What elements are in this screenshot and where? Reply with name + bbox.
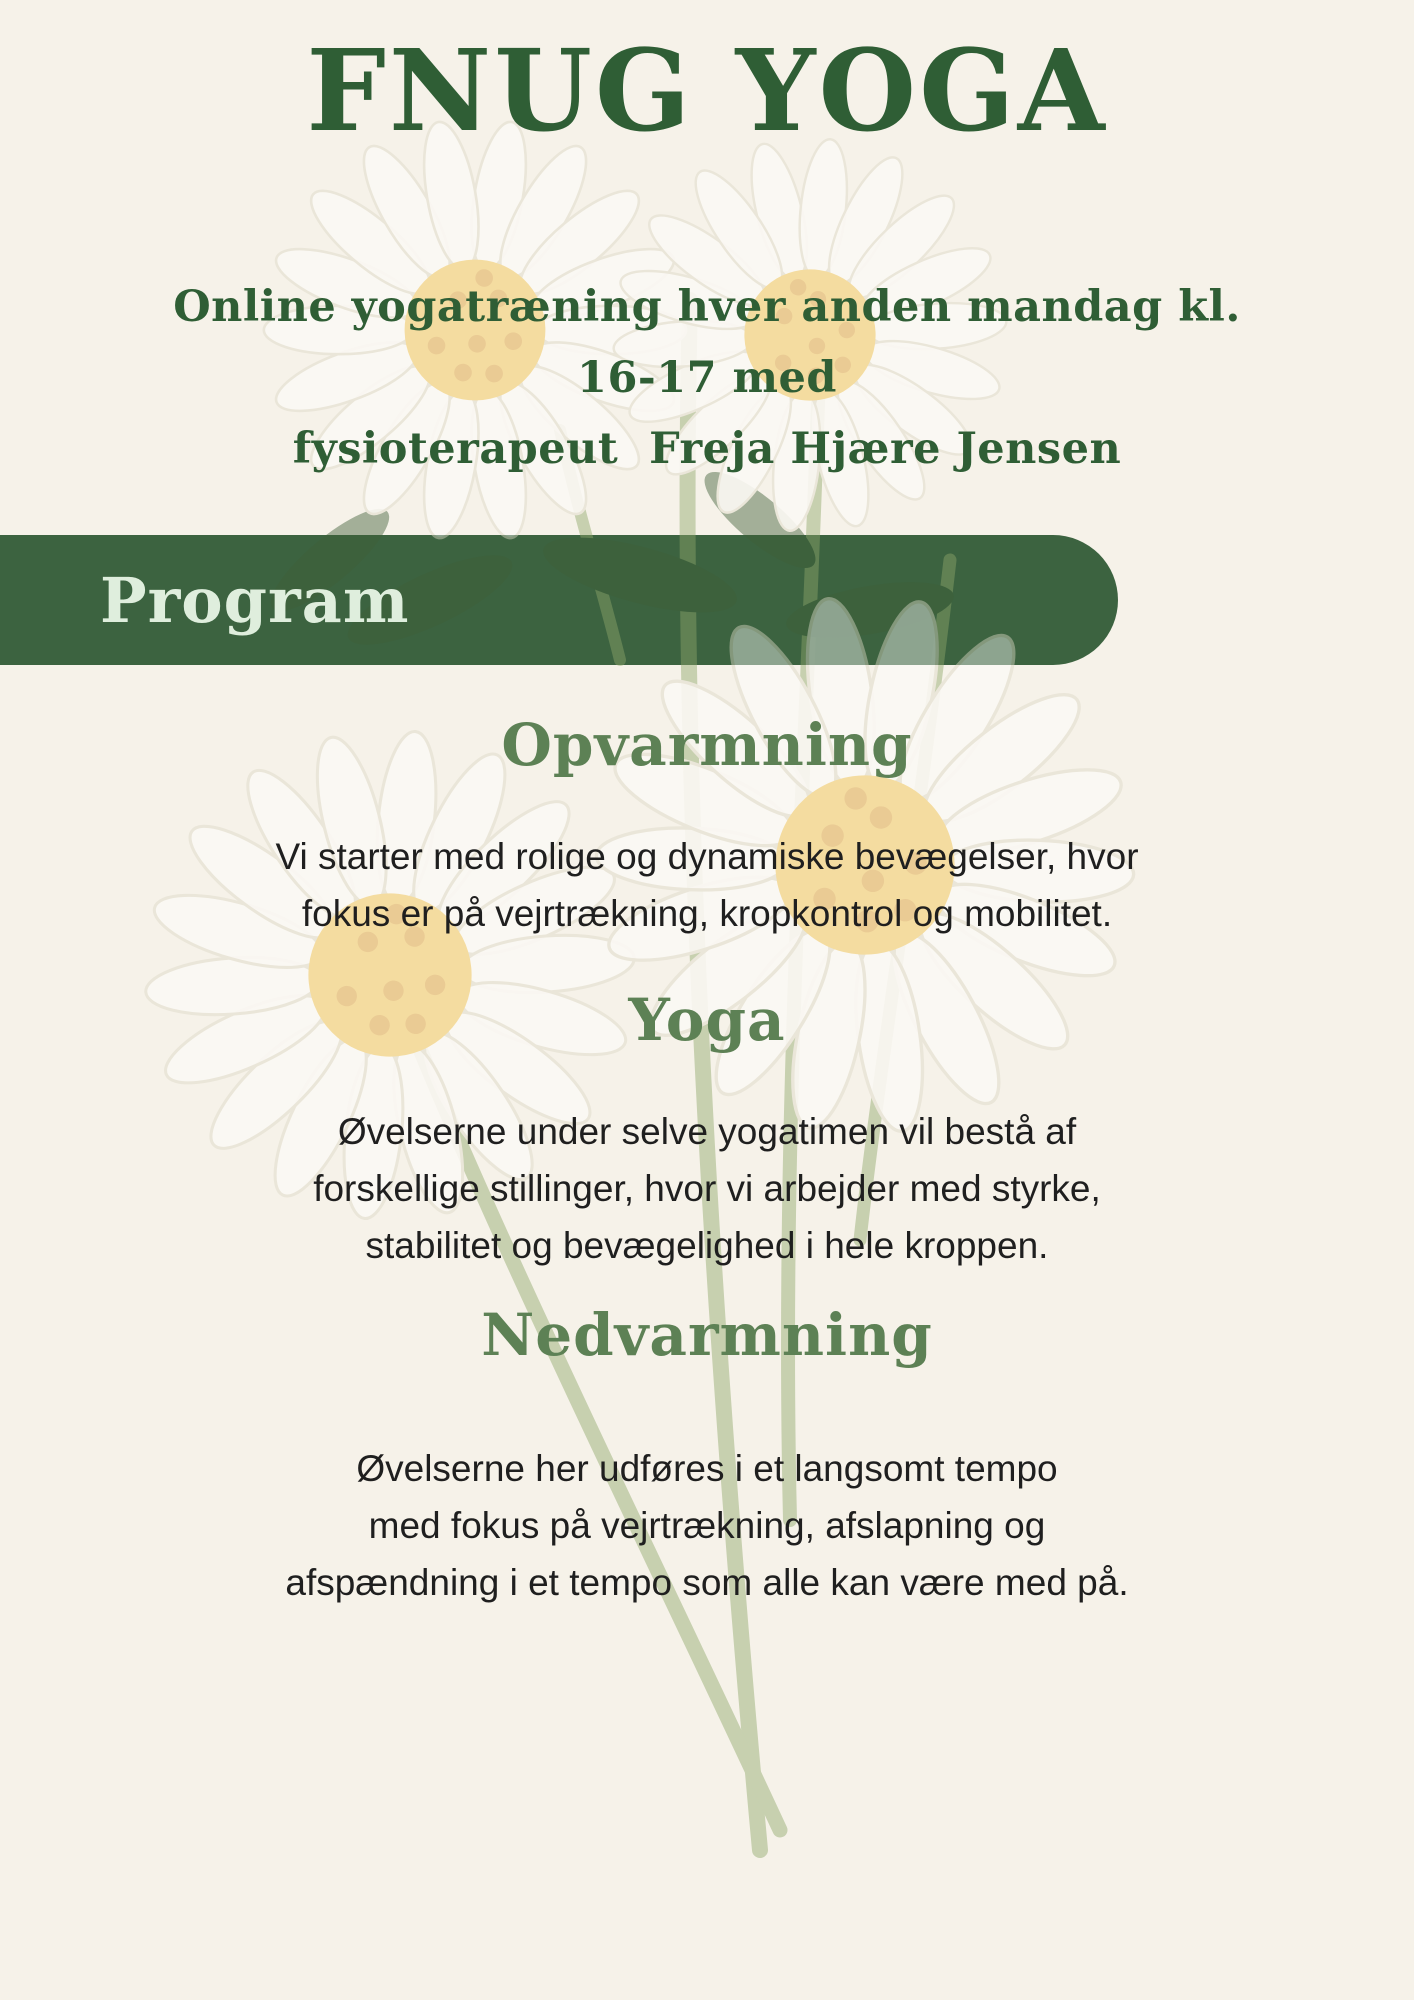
section-body-nedvarmning: Øvelserne her udføres i et langsomt tempo med fokus på vejrtrækning, afslapning og afspændning i et tempo som alle kan være med på. — [285, 1448, 1129, 1603]
section-body-yoga: Øvelserne under selve yogatimen vil bestå af forskellige stillinger, hvor vi arbejder med styrke, stabilitet og bevægelighed i hele kroppen. — [313, 1111, 1101, 1266]
subtitle-line-3: fysioterapeut Freja Hjære Jensen — [292, 424, 1122, 474]
subtitle-line-2: 16-17 med — [577, 353, 837, 403]
section-body-opvarmning: Vi starter med rolige og dynamiske bevægelser, hvor fokus er på vejrtrækning, kropkontrol og mobilitet. — [275, 836, 1139, 934]
poster-title: FNUG YOGA — [306, 26, 1108, 157]
subtitle-line-1: Online yogatræning hver anden mandag kl. — [173, 282, 1241, 332]
program-banner — [0, 535, 1118, 665]
section-nedvarmning — [0, 1300, 1414, 1611]
section-heading-nedvarmning: Nedvarmning — [481, 1301, 933, 1369]
section-yoga — [0, 985, 1414, 1274]
section-heading-opvarmning: Opvarmning — [501, 711, 913, 779]
section-heading-yoga: Yoga — [628, 986, 786, 1054]
section-opvarmning — [0, 710, 1414, 942]
poster-subtitle — [0, 272, 1414, 485]
program-banner-label: Program — [100, 563, 410, 637]
